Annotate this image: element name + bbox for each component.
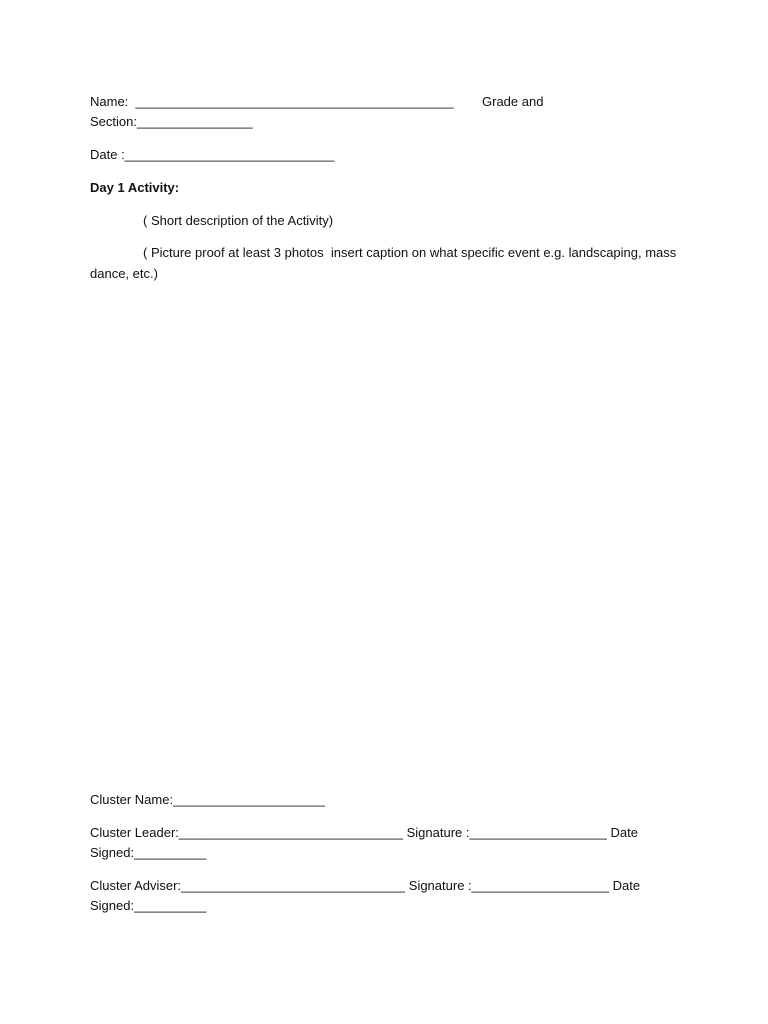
activity-description: ( Short description of the Activity) bbox=[143, 213, 334, 228]
section-field-line: Section:________________ bbox=[90, 114, 253, 129]
date-field-line: Date :_____________________________ bbox=[90, 147, 335, 162]
cluster-adviser-signed-line: Signed:__________ bbox=[90, 898, 207, 913]
cluster-leader-signed-line: Signed:__________ bbox=[90, 845, 207, 860]
cluster-adviser-line: Cluster Adviser:_______________________________ Signature :___________________ Date bbox=[90, 878, 641, 893]
cluster-name-line: Cluster Name:_____________________ bbox=[90, 792, 325, 807]
grade-label: Grade and bbox=[482, 94, 544, 109]
cluster-leader-line: Cluster Leader:_______________________________ Signature :___________________ Date bbox=[90, 825, 638, 840]
picture-instruction-line1: ( Picture proof at least 3 photos insert caption on what specific event e.g. landscaping, mass bbox=[143, 245, 677, 260]
picture-instruction-line2: dance, etc.) bbox=[90, 266, 158, 281]
activity-title: Day 1 Activity: bbox=[90, 180, 180, 195]
name-field-line: Name: ____________________________________________ bbox=[90, 94, 454, 109]
